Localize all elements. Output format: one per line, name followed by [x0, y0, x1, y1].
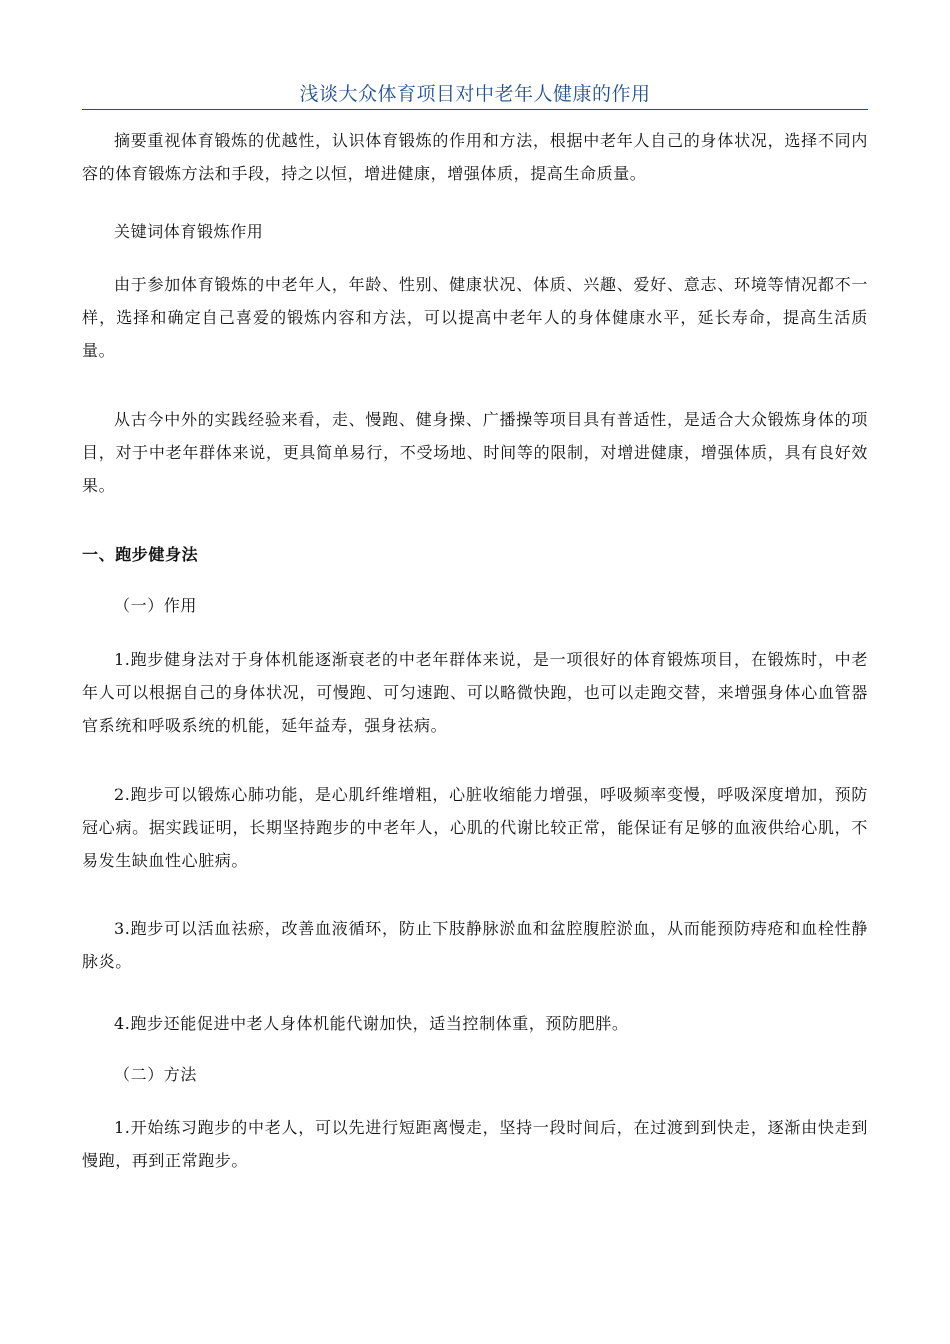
keywords-line: 关键词体育锻炼作用	[114, 222, 264, 241]
effect-item-2: 2.跑步可以锻炼心肺功能，是心肌纤维增粗，心脏收缩能力增强，呼吸频率变慢，呼吸深度增加，预防冠心病。据实践证明，长期坚持跑步的中老年人，心肌的代谢比较正常，能保证有足够的血液供给心肌，不易发生缺血性心脏病。	[82, 785, 868, 870]
effect-item-1: 1.跑步健身法对于身体机能逐渐衰老的中老年群体来说，是一项很好的体育锻炼项目，在锻炼时，中老年人可以根据自己的身体状况，可慢跑、可匀速跑、可以略微快跑，也可以走跑交替，来增强身体心血管器官系统和呼吸系统的机能，延年益寿，强身祛病。	[82, 650, 868, 735]
intro-paragraph-1: 由于参加体育锻炼的中老年人，年龄、性别、健康状况、体质、兴趣、爱好、意志、环境等情况都不一样，选择和确定自己喜爱的锻炼内容和方法，可以提高中老年人的身体健康水平，延长寿命，提高生活质量。	[82, 275, 868, 360]
effect-item-4: 4.跑步还能促进中老人身体机能代谢加快，适当控制体重，预防肥胖。	[114, 1014, 629, 1033]
abstract-paragraph: 摘要重视体育锻炼的优越性，认识体育锻炼的作用和方法，根据中老年人自己的身体状况，选择不同内容的体育锻炼方法和手段，持之以恒，增进健康，增强体质，提高生命质量。	[82, 131, 868, 183]
section-heading-running: 一、跑步健身法	[82, 545, 199, 564]
subsection-heading-effects: （一）作用	[114, 596, 198, 615]
subsection-heading-methods: （二）方法	[114, 1065, 198, 1084]
document-title: 浅谈大众体育项目对中老年人健康的作用	[299, 83, 651, 105]
title-underline	[82, 109, 868, 110]
method-item-1: 1.开始练习跑步的中老人，可以先进行短距离慢走，坚持一段时间后，在过渡到到快走，逐渐由快走到慢跑，再到正常跑步。	[82, 1118, 868, 1170]
intro-paragraph-2: 从古今中外的实践经验来看，走、慢跑、健身操、广播操等项目具有普适性，是适合大众锻炼身体的项目，对于中老年群体来说，更具简单易行，不受场地、时间等的限制，对增进健康，增强体质，具有良好效果。	[82, 410, 868, 495]
effect-item-3: 3.跑步可以活血祛瘀，改善血液循环，防止下肢静脉淤血和盆腔腹腔淤血，从而能预防痔疮和血栓性静脉炎。	[82, 919, 868, 971]
